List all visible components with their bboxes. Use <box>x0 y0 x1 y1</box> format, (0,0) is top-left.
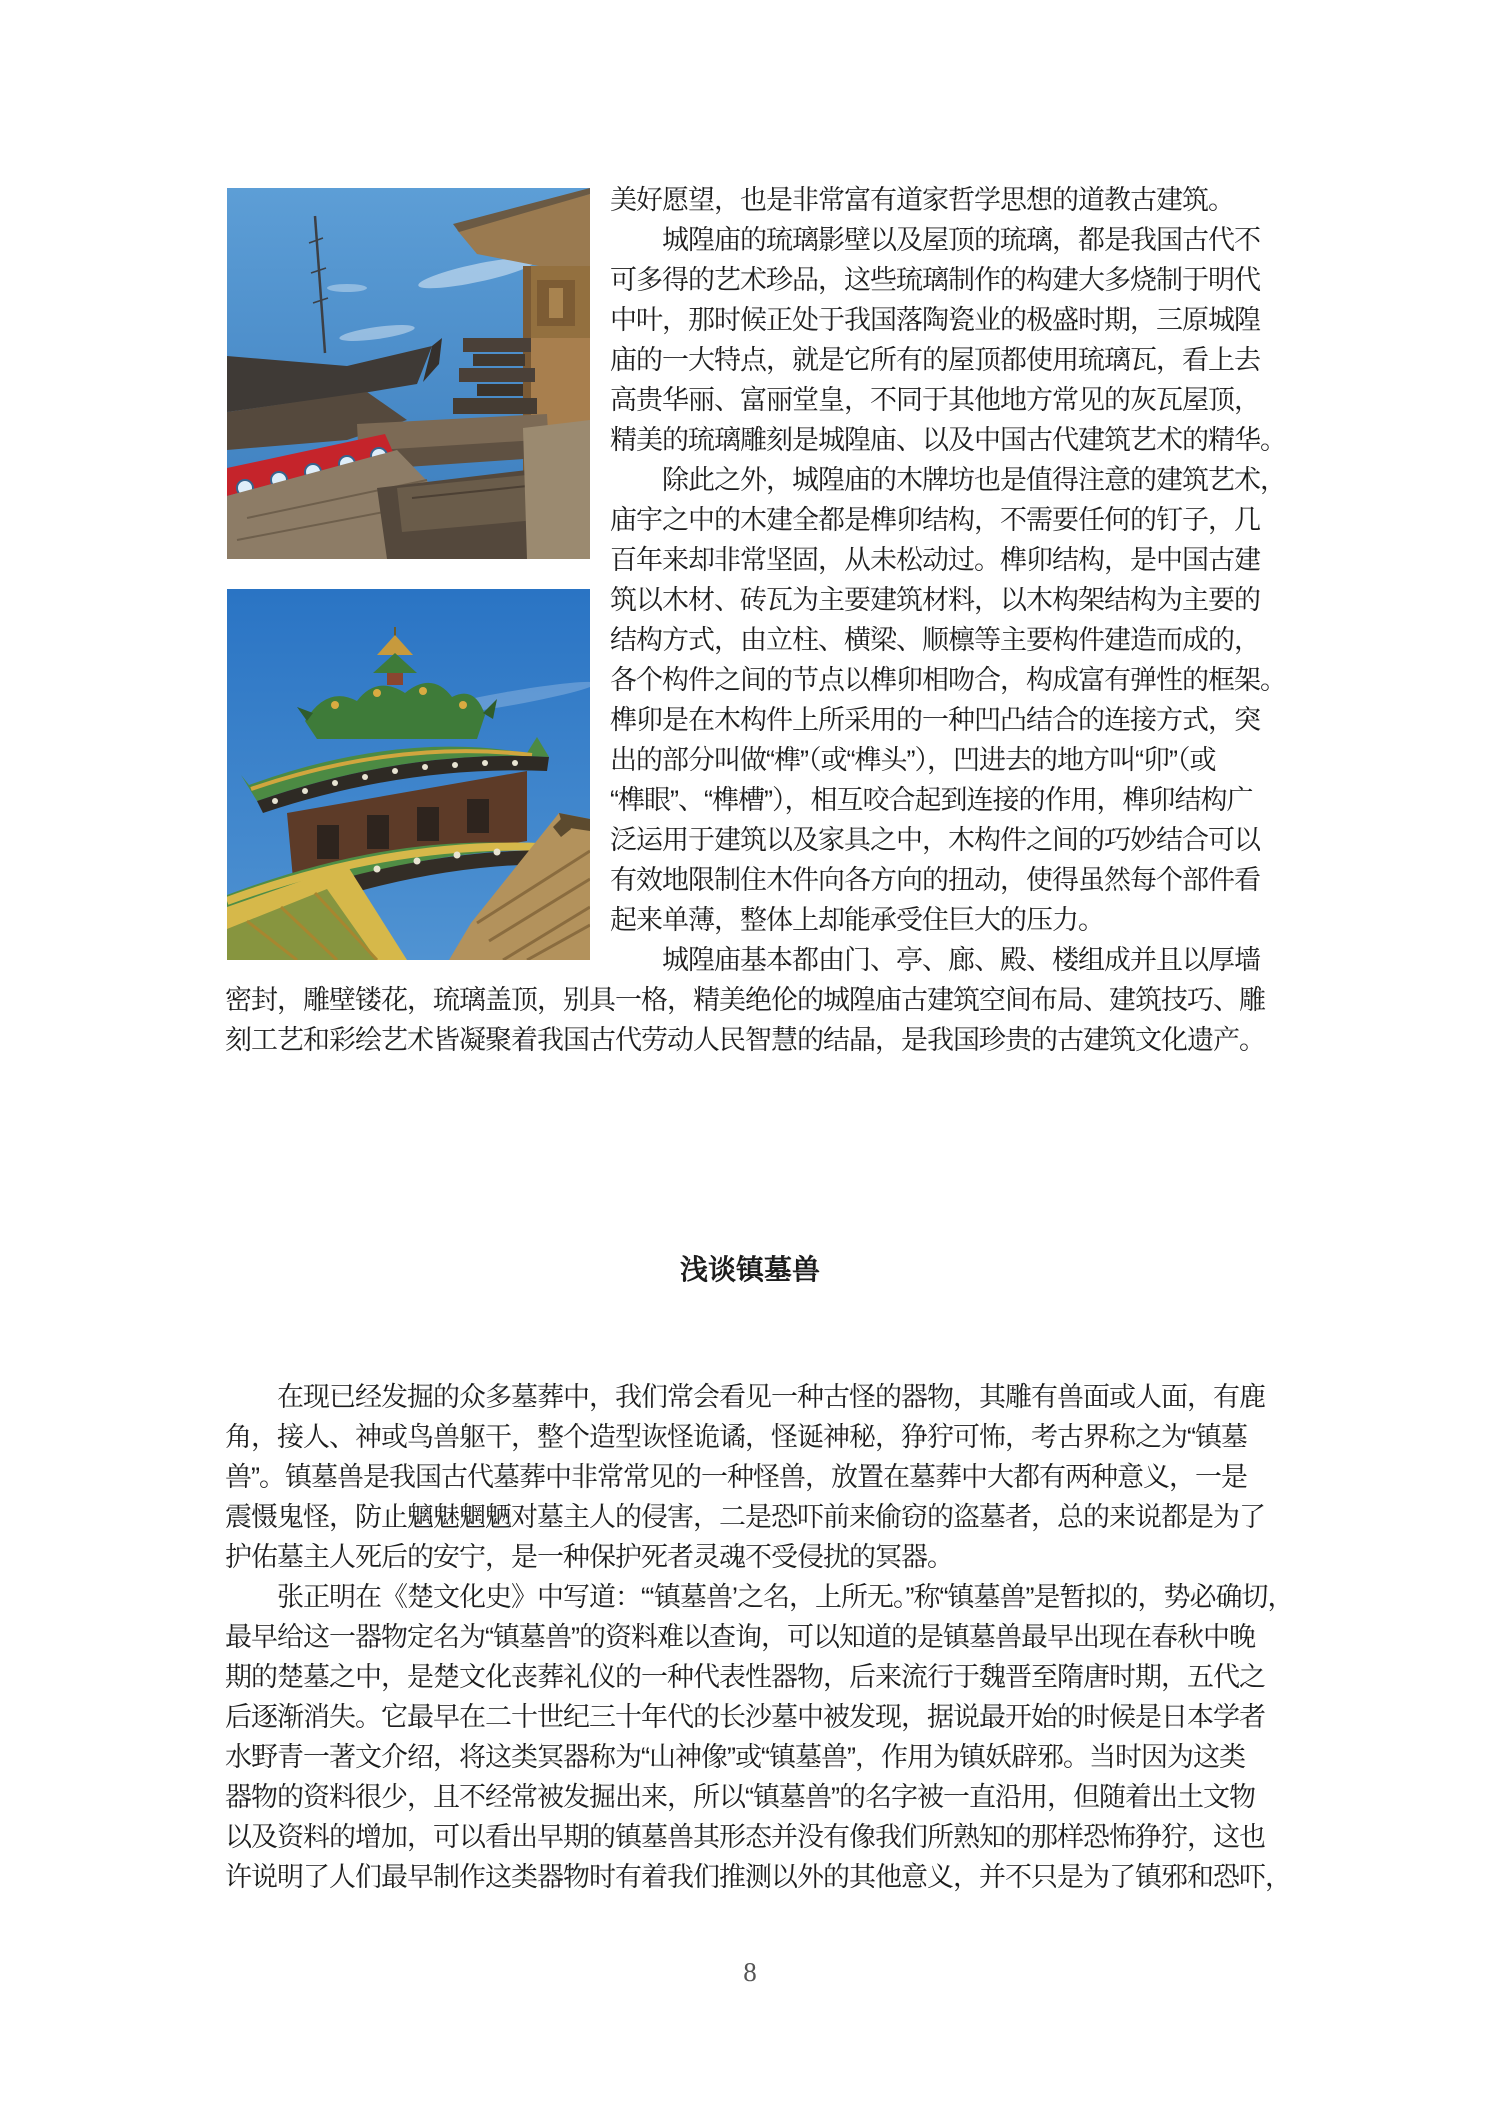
text-line: “榫眼”、“榫槽”），相互咬合起到连接的作用，榫卯结构广 <box>610 785 1253 815</box>
text-line: 城隍庙的琉璃影壁以及屋顶的琉璃，都是我国古代不 <box>610 225 1260 255</box>
text-line: 起来单薄，整体上却能承受住巨大的压力。 <box>610 905 1104 935</box>
text-line: 城隍庙基本都由门、亭、廊、殿、楼组成并且以厚墙 <box>610 945 1260 975</box>
text-line: 各个构件之间的节点以榫卯相吻合，构成富有弹性的框架。 <box>610 665 1286 695</box>
text-line: 兽”。镇墓兽是我国古代墓葬中非常常见的一种怪兽，放置在墓葬中大都有两种意义，一是 <box>225 1462 1247 1492</box>
text-line: 高贵华丽、富丽堂皇，不同于其他地方常见的灰瓦屋顶， <box>610 385 1260 415</box>
glazed-roof-illustration <box>227 589 590 960</box>
text-line: 结构方式，由立柱、横梁、顺檩等主要构件建造而成的， <box>610 625 1260 655</box>
text-line: 中叶，那时候正处于我国落陶瓷业的极盛时期，三原城隍 <box>610 305 1260 335</box>
section1-wrapped-text <box>610 180 1286 980</box>
text-line: 百年来却非常坚固，从未松动过。榫卯结构，是中国古建 <box>610 545 1260 575</box>
text-line: 美好愿望，也是非常富有道家哲学思想的道教古建筑。 <box>610 185 1234 215</box>
section2-heading: 浅谈镇墓兽 <box>679 1254 820 1285</box>
text-line: 除此之外，城隍庙的木牌坊也是值得注意的建筑艺术， <box>610 465 1286 495</box>
text-line: 水野青一著文介绍，将这类冥器称为“山神像”或“镇墓兽”，作用为镇妖辟邪。当时因为这类 <box>225 1742 1245 1772</box>
text-line: 张正明在《楚文化史》中写道：“‘镇墓兽’之名，上所无。”称“镇墓兽”是暂拟的，势必确切， <box>225 1582 1294 1612</box>
text-line: 榫卯是在木构件上所采用的一种凹凸结合的连接方式，突 <box>610 705 1260 735</box>
text-line: 期的楚墓之中，是楚文化丧葬礼仪的一种代表性器物，后来流行于魏晋至隋唐时期，五代之 <box>225 1662 1265 1692</box>
text-line: 在现已经发掘的众多墓葬中，我们常会看见一种古怪的器物，其雕有兽面或人面，有鹿 <box>225 1382 1265 1412</box>
text-line: 刻工艺和彩绘艺术皆凝聚着我国古代劳动人民智慧的结晶，是我国珍贵的古建筑文化遗产。 <box>225 1025 1265 1055</box>
text-line: 精美的琉璃雕刻是城隍庙、以及中国古代建筑艺术的精华。 <box>610 425 1286 455</box>
text-line: 护佑墓主人死后的安宁，是一种保护死者灵魂不受侵扰的冥器。 <box>225 1542 953 1572</box>
text-line: 筑以木材、砖瓦为主要建筑材料，以木构架结构为主要的 <box>610 585 1260 615</box>
section2-body-text <box>225 1377 1294 1897</box>
text-line: 有效地限制住木件向各方向的扭动，使得虽然每个部件看 <box>610 865 1260 895</box>
text-line: 泛运用于建筑以及家具之中，木构件之间的巧妙结合可以 <box>610 825 1260 855</box>
text-line: 最早给这一器物定名为“镇墓兽”的资料难以查询，可以知道的是镇墓兽最早出现在春秋中晚 <box>225 1622 1255 1652</box>
text-line: 许说明了人们最早制作这类器物时有着我们推测以外的其他意义，并不只是为了镇邪和恐吓， <box>225 1862 1291 1892</box>
page-number: 8 <box>743 1957 757 1987</box>
temple-gate-eaves-illustration <box>227 188 590 559</box>
text-line: 角，接人、神或鸟兽躯干，整个造型诙怪诡谲，怪诞神秘，狰狞可怖，考古界称之为“镇墓 <box>225 1422 1247 1452</box>
text-line: 震慑鬼怪，防止魑魅魍魉对墓主人的侵害，二是恐吓前来偷窃的盗墓者，总的来说都是为了 <box>225 1502 1265 1532</box>
text-line: 以及资料的增加，可以看出早期的镇墓兽其形态并没有像我们所熟知的那样恐怖狰狞，这也 <box>225 1822 1265 1852</box>
text-line: 可多得的艺术珍品，这些琉璃制作的构建大多烧制于明代 <box>610 265 1260 295</box>
text-line: 密封，雕壁镂花，琉璃盖顶，别具一格，精美绝伦的城隍庙古建筑空间布局、建筑技巧、雕 <box>225 985 1265 1015</box>
temple-gate-eaves-photo <box>227 188 590 559</box>
text-line: 庙宇之中的木建全都是榫卯结构，不需要任何的钉子，几 <box>610 505 1260 535</box>
text-line: 器物的资料很少，且不经常被发掘出来，所以“镇墓兽”的名字被一直沿用，但随着出土文物 <box>225 1782 1255 1812</box>
glazed-tile-pavilion-roof-photo <box>227 589 590 960</box>
text-line: 后逐渐消失。它最早在二十世纪三十年代的长沙墓中被发现，据说最开始的时候是日本学者 <box>225 1702 1265 1732</box>
section1-fullwidth-text <box>225 980 1270 1060</box>
text-line: 庙的一大特点，就是它所有的屋顶都使用琉璃瓦，看上去 <box>610 345 1260 375</box>
text-line: 出的部分叫做“榫”（或“榫头”），凹进去的地方叫“卯”（或 <box>610 745 1216 775</box>
